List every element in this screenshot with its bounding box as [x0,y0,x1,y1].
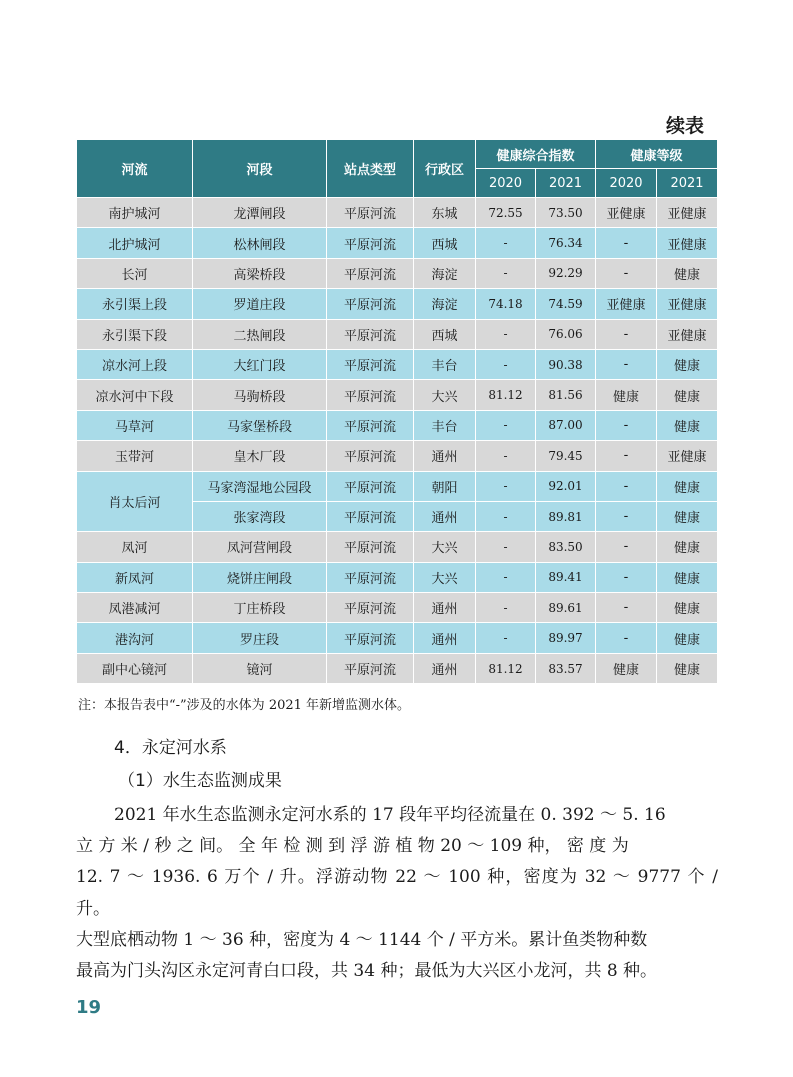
cell-index-2021: 83.57 [536,653,596,683]
cell-river: 港沟河 [77,623,193,653]
cell-index-2021: 79.45 [536,441,596,471]
cell-river: 肖太后河 [77,471,193,532]
cell-section: 张家湾段 [193,501,327,531]
cell-grade-2021: 健康 [657,501,718,531]
cell-river: 马草河 [77,410,193,440]
header-grade-2020: 2020 [596,169,657,198]
cell-index-2020: - [476,228,536,258]
cell-index-2021: 89.97 [536,623,596,653]
paragraph-line: 大型底栖动物 1 ～ 36 种，密度为 4 ～ 1144 个 / 平方米。累计鱼类物种数 [76,929,648,950]
table-row [77,532,718,562]
cell-grade-2021: 健康 [657,562,718,592]
cell-river: 永引渠上段 [77,289,193,319]
cell-index-2021: 90.38 [536,349,596,379]
cell-index-2021: 89.81 [536,501,596,531]
cell-grade-2021: 健康 [657,471,718,501]
cell-district: 丰台 [414,410,476,440]
cell-index-2020: - [476,532,536,562]
cell-grade-2020: 健康 [596,380,657,410]
table-row [77,593,718,623]
cell-index-2020: - [476,258,536,288]
cell-grade-2021: 亚健康 [657,441,718,471]
cell-district: 朝阳 [414,471,476,501]
cell-district: 大兴 [414,380,476,410]
page-number: 19 [76,997,102,1018]
table-row [77,471,718,501]
header-district: 行政区 [414,140,476,198]
table-row [77,410,718,440]
cell-index-2020: - [476,623,536,653]
cell-grade-2020: - [596,441,657,471]
cell-district: 海淀 [414,258,476,288]
cell-district: 东城 [414,198,476,228]
continued-label: 续表 [665,115,704,137]
cell-index-2020: - [476,410,536,440]
cell-type: 平原河流 [327,532,414,562]
cell-type: 平原河流 [327,593,414,623]
cell-grade-2021: 健康 [657,623,718,653]
cell-river: 副中心镜河 [77,653,193,683]
cell-district: 大兴 [414,532,476,562]
body-paragraph [76,800,718,987]
cell-river: 新凤河 [77,562,193,592]
cell-grade-2021: 亚健康 [657,228,718,258]
cell-type: 平原河流 [327,380,414,410]
cell-section: 烧饼庄闸段 [193,562,327,592]
cell-type: 平原河流 [327,228,414,258]
table-row [77,562,718,592]
table-row [77,228,718,258]
cell-index-2021: 89.61 [536,593,596,623]
cell-grade-2020: - [596,410,657,440]
header-health-grade: 健康等级 [596,140,718,169]
cell-grade-2021: 健康 [657,593,718,623]
cell-grade-2020: - [596,228,657,258]
cell-index-2021: 73.50 [536,198,596,228]
cell-index-2020: 81.12 [476,653,536,683]
cell-grade-2020: - [596,501,657,531]
cell-grade-2021: 健康 [657,349,718,379]
cell-grade-2020: - [596,349,657,379]
cell-index-2020: 72.55 [476,198,536,228]
header-section: 河段 [193,140,327,198]
cell-river: 玉带河 [77,441,193,471]
cell-type: 平原河流 [327,562,414,592]
cell-grade-2020: - [596,562,657,592]
cell-district: 西城 [414,228,476,258]
cell-section: 凤河营闸段 [193,532,327,562]
cell-section: 二热闸段 [193,319,327,349]
cell-section: 镜河 [193,653,327,683]
cell-type: 平原河流 [327,319,414,349]
cell-index-2020: - [476,441,536,471]
cell-index-2021: 81.56 [536,380,596,410]
cell-grade-2020: - [596,471,657,501]
cell-section: 马家湾湿地公园段 [193,471,327,501]
cell-river: 永引渠下段 [77,319,193,349]
cell-section: 皇木厂段 [193,441,327,471]
cell-grade-2020: - [596,319,657,349]
cell-type: 平原河流 [327,410,414,440]
paragraph-line: 12. 7 ～ 1936. 6 万个 / 升。浮游动物 22 ～ 100 种，密度为 32 ～ 9777 个 / 升。 [76,867,718,919]
cell-grade-2020: - [596,532,657,562]
cell-district: 通州 [414,501,476,531]
cell-section: 马家堡桥段 [193,410,327,440]
cell-index-2020: - [476,593,536,623]
cell-index-2020: 74.18 [476,289,536,319]
cell-grade-2020: - [596,258,657,288]
cell-index-2020: - [476,471,536,501]
cell-section: 罗道庄段 [193,289,327,319]
cell-district: 通州 [414,623,476,653]
cell-district: 西城 [414,319,476,349]
cell-district: 通州 [414,593,476,623]
cell-index-2021: 92.29 [536,258,596,288]
header-health-index: 健康综合指数 [476,140,596,169]
cell-district: 丰台 [414,349,476,379]
table-row [77,289,718,319]
cell-type: 平原河流 [327,501,414,531]
cell-index-2021: 76.06 [536,319,596,349]
cell-index-2020: - [476,349,536,379]
subsection-heading: （1）水生态监测成果 [118,771,282,791]
cell-type: 平原河流 [327,349,414,379]
cell-index-2021: 76.34 [536,228,596,258]
cell-section: 大红门段 [193,349,327,379]
cell-grade-2020: - [596,593,657,623]
header-index-2020: 2020 [476,169,536,198]
cell-grade-2021: 健康 [657,653,718,683]
cell-section: 高梁桥段 [193,258,327,288]
cell-section: 松林闸段 [193,228,327,258]
cell-index-2021: 83.50 [536,532,596,562]
cell-grade-2020: 亚健康 [596,198,657,228]
cell-grade-2020: 亚健康 [596,289,657,319]
cell-river: 南护城河 [77,198,193,228]
cell-type: 平原河流 [327,258,414,288]
table-row [77,441,718,471]
cell-index-2021: 87.00 [536,410,596,440]
header-station-type: 站点类型 [327,140,414,198]
table-row [77,349,718,379]
cell-river: 凉水河中下段 [77,380,193,410]
cell-index-2020: - [476,319,536,349]
cell-index-2020: - [476,501,536,531]
cell-river: 北护城河 [77,228,193,258]
cell-grade-2021: 健康 [657,532,718,562]
cell-river: 凤河 [77,532,193,562]
cell-index-2020: 81.12 [476,380,536,410]
cell-type: 平原河流 [327,623,414,653]
cell-grade-2021: 健康 [657,410,718,440]
cell-section: 丁庄桥段 [193,593,327,623]
cell-grade-2021: 亚健康 [657,289,718,319]
table-row [77,258,718,288]
cell-index-2021: 92.01 [536,471,596,501]
cell-index-2021: 74.59 [536,289,596,319]
cell-grade-2021: 健康 [657,258,718,288]
table-row [77,623,718,653]
cell-grade-2021: 亚健康 [657,198,718,228]
cell-section: 马驹桥段 [193,380,327,410]
cell-district: 海淀 [414,289,476,319]
cell-section: 罗庄段 [193,623,327,653]
section-heading: 4．永定河水系 [114,738,227,758]
cell-district: 大兴 [414,562,476,592]
cell-grade-2020: - [596,623,657,653]
cell-river: 凤港减河 [77,593,193,623]
table-row [77,198,718,228]
table-row [77,653,718,683]
cell-type: 平原河流 [327,441,414,471]
paragraph-line: 立 方 米 / 秒 之 间。 全 年 检 测 到 浮 游 植 物 20 ～ 109 种， 密 度 为 [76,836,629,857]
cell-type: 平原河流 [327,289,414,319]
cell-river: 长河 [77,258,193,288]
cell-grade-2021: 健康 [657,380,718,410]
cell-district: 通州 [414,441,476,471]
cell-section: 龙潭闸段 [193,198,327,228]
cell-index-2021: 89.41 [536,562,596,592]
river-health-table [76,139,718,684]
header-grade-2021: 2021 [657,169,718,198]
cell-index-2020: - [476,562,536,592]
cell-type: 平原河流 [327,471,414,501]
cell-type: 平原河流 [327,653,414,683]
table-row [77,319,718,349]
cell-grade-2020: 健康 [596,653,657,683]
header-index-2021: 2021 [536,169,596,198]
cell-type: 平原河流 [327,198,414,228]
header-river: 河流 [77,140,193,198]
table-row [77,380,718,410]
cell-river: 凉水河上段 [77,349,193,379]
paragraph-line: 最高为门头沟区永定河青白口段，共 34 种；最低为大兴区小龙河，共 8 种。 [76,961,658,982]
paragraph-line: 2021 年水生态监测永定河水系的 17 段年平均径流量在 0. 392 ～ 5. 16 [114,805,666,825]
table-note: 注：本报告表中“-”涉及的水体为 2021 年新增监测水体。 [78,698,411,713]
cell-grade-2021: 亚健康 [657,319,718,349]
cell-district: 通州 [414,653,476,683]
